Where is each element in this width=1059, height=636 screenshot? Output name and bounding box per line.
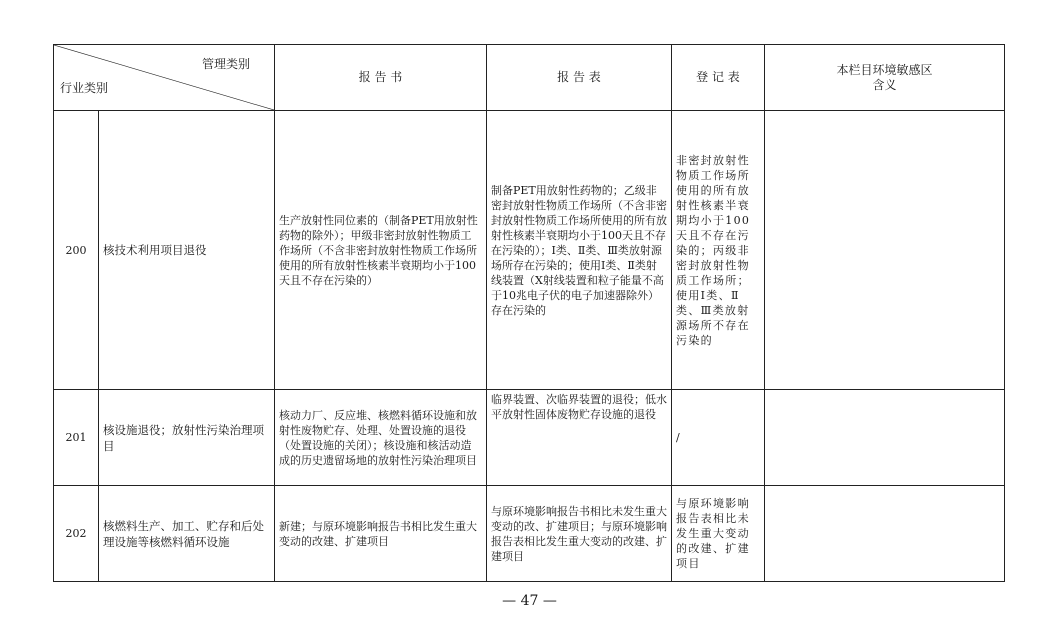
row-sensitive-area <box>765 390 1005 486</box>
diagonal-line <box>54 45 274 110</box>
row-industry-name: 核技术利用项目退役 <box>99 111 275 390</box>
row-report-form: 制备PET用放射性药物的；乙级非密封放射性物质工作场所（不含非密封放射性物质工作场所使用的所有放射性核素半衰期均小于100天且不存在污染的）；Ⅰ类、Ⅱ类、Ⅲ类放射源场所存在污染的；使用Ⅰ类、Ⅱ类射线装置（X射线装置和粒子能量不高于10兆电子伏的电子加速器除外）存在污染的 <box>487 111 672 390</box>
classification-table <box>53 44 1005 582</box>
header-sensitive-line2: 含义 <box>872 77 897 92</box>
diagonal-header-cell <box>54 45 275 111</box>
row-number: 201 <box>54 390 99 486</box>
row-industry-name: 核设施退役；放射性污染治理项目 <box>99 390 275 486</box>
row-report-book: 生产放射性同位素的（制备PET用放射性药物的除外）；甲级非密封放射性物质工作场所（不含非密封放射性物质工作场所使用的所有放射性核素半衰期均小于100天且不存在污染的） <box>275 111 487 390</box>
industry-category-label: 行业类别 <box>60 81 109 95</box>
row-number: 200 <box>54 111 99 390</box>
table-row <box>54 111 1005 390</box>
row-industry-name: 核燃料生产、加工、贮存和后处理设施等核燃料循环设施 <box>99 486 275 582</box>
management-category-label: 管理类别 <box>201 57 250 71</box>
header-sensitive-line1: 本栏目环境敏感区 <box>836 62 933 77</box>
table-row <box>54 390 1005 486</box>
header-report-book: 报 告 书 <box>275 45 487 111</box>
row-registration: 与原环境影响报告表相比未发生重大变动的改建、扩建项目 <box>672 486 765 582</box>
row-sensitive-area <box>765 111 1005 390</box>
row-registration: / <box>672 390 765 486</box>
table-row <box>54 486 1005 582</box>
row-report-book: 新建；与原环境影响报告书相比发生重大变动的改建、扩建项目 <box>275 486 487 582</box>
row-report-form: 临界装置、次临界装置的退役；低水平放射性固体废物贮存设施的退役 <box>487 390 672 486</box>
page-number: — 47 — <box>502 593 557 609</box>
header-registration: 登 记 表 <box>672 45 765 111</box>
row-sensitive-area <box>765 486 1005 582</box>
row-report-form: 与原环境影响报告书相比未发生重大变动的改、扩建项目；与原环境影响报告表相比发生重大变动的改建、扩建项目 <box>487 486 672 582</box>
row-number: 202 <box>54 486 99 582</box>
header-sensitive-area <box>765 45 1005 111</box>
row-report-book: 核动力厂、反应堆、核燃料循环设施和放射性废物贮存、处理、处置设施的退役（处置设施的关闭）；核设施和核活动造成的历史遗留场地的放射性污染治理项目 <box>275 390 487 486</box>
header-report-form: 报 告 表 <box>487 45 672 111</box>
row-registration: 非密封放射性物质工作场所使用的所有放射性核素半衰期均小于100天且不存在污染的；丙级非密封放射性物质工作场所；使用Ⅰ类、Ⅱ类、Ⅲ类放射源场所不存在污染的 <box>672 111 765 390</box>
table-header-row <box>54 45 1005 111</box>
